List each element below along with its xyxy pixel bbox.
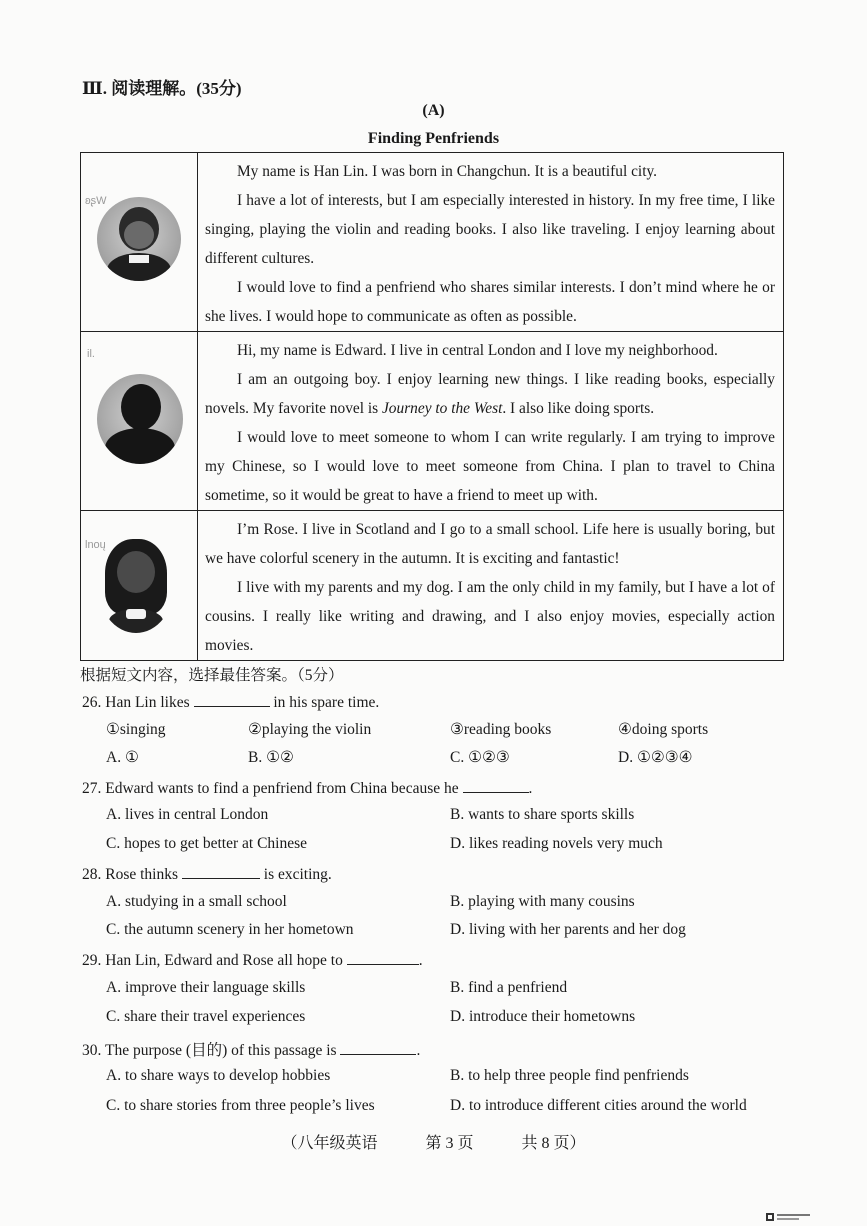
answer-option: C. to share stories from three people’s lives	[106, 1097, 375, 1114]
paragraph: Hi, my name is Edward. I live in central London and I love my neighborhood.	[237, 342, 718, 359]
photo-cell	[81, 332, 198, 511]
page-footer	[0, 1130, 867, 1153]
photo-cell	[81, 153, 198, 332]
question-number: 29.	[82, 952, 102, 969]
answer-option: B. wants to share sports skills	[450, 806, 635, 823]
answer-option: D. likes reading novels very much	[450, 835, 663, 852]
answer-blank	[347, 950, 419, 965]
choice-item: ④doing sports	[618, 721, 709, 738]
question-29	[82, 950, 423, 970]
answer-option: B. playing with many cousins	[450, 893, 635, 910]
answer-option: A. improve their language skills	[106, 979, 306, 996]
question-number: 27.	[82, 780, 102, 797]
answer-option: D. to introduce different cities around the world	[450, 1097, 747, 1114]
passage-label: (A)	[422, 102, 445, 119]
profile-row-edward	[81, 332, 784, 511]
question-stem: Edward wants to find a penfriend from China because he	[105, 780, 459, 797]
question-30	[82, 1038, 420, 1060]
paragraph: I have a lot of interests, but I am especially interested in history. In my free time, I like singing, playing the violin and reading books. I also like traveling. I enjoy learning about different cultures.	[205, 192, 775, 267]
paragraph: I would love to meet someone to whom I can write regularly. I am trying to improve my Chinese, so I would love to meet someone from China. I plan to travel to China sometime, so it would be great to have a friend to meet up with.	[205, 429, 775, 504]
photo-cell	[81, 511, 198, 661]
answer-blank	[182, 864, 260, 879]
boy-silhouette-image	[97, 374, 183, 464]
profile-row-rose	[81, 511, 784, 661]
paragraph: I’m Rose. I live in Scotland and I go to a small school. Life here is usually boring, but we have colorful scenery in the autumn. It is exciting and fantastic!	[205, 521, 775, 567]
question-stem: .	[416, 1042, 421, 1059]
footer-total: 共 8 页）	[521, 1135, 586, 1152]
choice-item: ①singing	[106, 721, 166, 738]
answer-blank	[463, 778, 529, 793]
answer-option: C. hopes to get better at Chinese	[106, 835, 308, 852]
answer-option: C. share their travel experiences	[106, 1008, 306, 1025]
question-stem: Han Lin likes	[105, 694, 190, 711]
paragraph: I live with my parents and my dog. I am the only child in my family, but I have a lot of cousins. I really like writing and drawing, and I also enjoy movies, especially action movies.	[205, 579, 775, 654]
profile-row-han-lin	[81, 153, 784, 332]
choice-item: ③reading books	[450, 721, 552, 738]
question-stem: .	[528, 780, 533, 797]
answer-option: B. find a penfriend	[450, 979, 568, 996]
answer-option: D. ①②③④	[618, 749, 693, 766]
girl-portrait-image	[97, 533, 175, 633]
footer-page: 第 3 页	[425, 1135, 474, 1152]
choice-item: ②playing the violin	[248, 721, 372, 738]
novel-title: Journey to the West	[381, 400, 503, 417]
instructions: 根据短文内容，选择最佳答案。（5分）	[80, 667, 344, 684]
answer-option: A. lives in central London	[106, 806, 269, 823]
question-stem: is exciting.	[263, 866, 332, 883]
section-heading: Ⅲ. 阅读理解。(35分)	[82, 79, 242, 98]
answer-option: D. introduce their hometowns	[450, 1008, 636, 1025]
question-number: 30.	[82, 1042, 102, 1059]
question-27	[82, 778, 532, 798]
profile-text-han-lin	[198, 153, 784, 332]
answer-option: A. to share ways to develop hobbies	[106, 1067, 331, 1084]
answer-blank	[340, 1040, 416, 1055]
answer-option: C. the autumn scenery in her hometown	[106, 921, 354, 938]
faint-mark: il.	[87, 348, 95, 360]
answer-option: A. studying in a small school	[106, 893, 287, 910]
question-number: 28.	[82, 866, 102, 883]
answer-option: B. to help three people find penfriends	[450, 1067, 689, 1084]
question-stem: .	[418, 952, 423, 969]
faint-mark: lnoų	[85, 539, 106, 551]
passage-title: Finding Penfriends	[367, 130, 500, 147]
question-number: 26.	[82, 694, 102, 711]
answer-option: A. ①	[106, 749, 139, 766]
profile-text-rose	[198, 511, 784, 661]
scanner-logo-icon	[766, 1212, 812, 1222]
question-28	[82, 864, 332, 884]
answer-option: C. ①②③	[450, 749, 510, 766]
question-26	[82, 692, 379, 712]
question-stem: The purpose (目的) of this passage is	[104, 1042, 337, 1059]
answer-blank	[194, 692, 270, 707]
answer-option: B. ①②	[248, 749, 294, 766]
penfriends-table	[80, 152, 784, 661]
question-stem: Han Lin, Edward and Rose all hope to	[105, 952, 343, 969]
answer-option: D. living with her parents and her dog	[450, 921, 686, 938]
question-stem: Rose thinks	[105, 866, 179, 883]
question-stem: in his spare time.	[273, 694, 380, 711]
paragraph: My name is Han Lin. I was born in Changchun. It is a beautiful city.	[237, 163, 658, 180]
paragraph: I would love to find a penfriend who shares similar interests. I don’t mind where he or she lives. I would hope to communicate as often as possible.	[205, 279, 775, 325]
boy-portrait-image	[97, 197, 181, 281]
paragraph	[205, 365, 775, 423]
footer-subject: （八年级英语	[281, 1135, 378, 1152]
paragraph-text: . I also like doing sports.	[502, 400, 655, 417]
paragraph-text: I am an outgoing boy. I enjoy learning new things. I like reading books, especially novels. My favorite novel is	[205, 371, 775, 417]
faint-mark: ʚʂW	[85, 195, 107, 207]
profile-text-edward	[198, 332, 784, 511]
